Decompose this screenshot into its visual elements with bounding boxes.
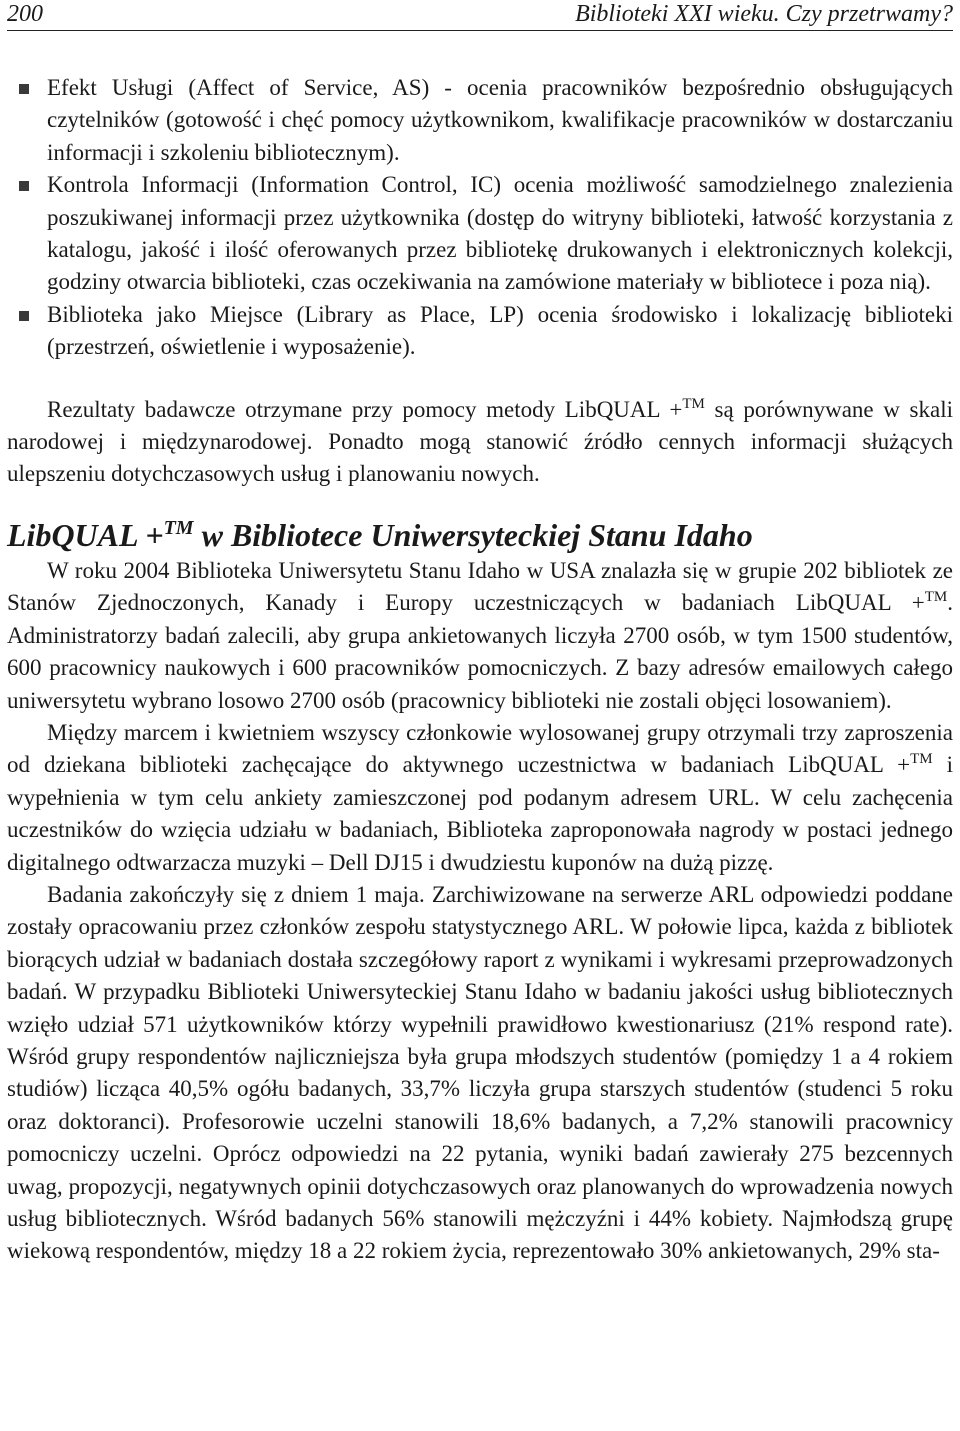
intro-paragraph: Rezultaty badawcze otrzymane przy pomocy metody LibQUAL +™ są porównywane w skali narodowej i międzynarodowej. Ponadto mogą stanowić źródło cennych informacji służących ulepszeniu dotychczasowych usług i planowaniu nowych. <box>7 395 953 487</box>
page-number: 200 <box>7 1 43 27</box>
square-bullet-icon <box>19 311 29 321</box>
bullet-item-affect-of-service <box>7 72 953 169</box>
paragraph-results: Badania zakończyły się z dniem 1 maja. Zarchiwizowane na serwerze ARL odpowiedzi poddane zostały opracowaniu przez członków zespołu statystycznego ARL. W połowie lipca, każda z bibliotek biorących udział w badaniach dostała szczegółowy raport z wynikami i wykresami przeprowadzonych badań. W przypadku Biblioteki Uniwersyteckiej Stanu Idaho w badaniu jakości usług bibliotecznych wzięło udział 571 użytkowników którzy wypełnili prawidłowo kwestionariusz (21% respond rate). Wśród grupy respondentów najliczniejsza była grupa młodszych studentów (pomiędzy 1 a 4 rokiem studiów) licząca 40,5% ogółu badanych, 33,7% liczyła grupa starszych studentów (studenci 5 roku oraz doktoranci). Profesorowie uczelni stanowili 18,6% badanych, a 7,2% stanowili pracownicy pomocniczy uczelni. Oprócz odpowiedzi na 22 pytania, wyniki badań zawierały 275 bezcennych uwag, propozycji, negatywnych opinii dotychczasowych oraz planowanych do wprowadzenia nowych usług bibliotecznych. Wśród badanych 56% stanowili mężczyźni i 44% kobiety. Najmłodszą grupę wiekową respondentów, między 18 a 22 rokiem życia, reprezentowało 30% ankietowanych, 29% sta- <box>7 881 953 1264</box>
square-bullet-icon <box>19 84 29 94</box>
trademark-mark: TM <box>682 395 705 412</box>
page-body <box>7 72 953 1268</box>
bullet-item-library-as-place <box>7 299 953 364</box>
paragraph-study-setup: W roku 2004 Biblioteka Uniwersytetu Stanu Idaho w USA znalazła się w grupie 202 bibliotek ze Stanów Zjednoczonych, Kanady i Europy uczestniczących w badaniach LibQUAL +™. Administratorzy badań zalecili, aby grupa ankietowanych liczyła 2700 osób, w tym 1500 studentów, 600 pracownicy naukowych i 600 pracowników pomocniczych. Z bazy adresów emailowych całego uniwersytetu wybrano losowo 2700 osób (pracownicy biblioteki nie zostali objęci losowaniem). <box>7 557 953 713</box>
square-bullet-icon <box>19 181 29 191</box>
paragraph-invitations: Między marcem i kwietniem wszyscy członkowie wylosowanej grupy otrzymali trzy zaproszenia od dziekana biblioteki zachęcające do aktywnego uczestnictwa w badaniach LibQUAL +™ i wypełnienia w tym celu ankiety zamieszczonej pod podanym adresem URL. W celu zachęcenia uczestników do wzięcia udziału w badaniach, Biblioteka zaproponowała nagrody w postaci jednego digitalnego odtwarzacza muzyki – Dell DJ15 i dwudziestu kuponów na dużą pizzę. <box>7 719 953 875</box>
section-heading: LibQUAL +™ w Bibliotece Uniwersyteckiej Stanu Idaho <box>7 516 753 553</box>
running-header <box>7 0 953 31</box>
bullet-text: Efekt Usługi (Affect of Service, AS) - ocenia pracowników bezpośrednio obsługujących czytelników (gotowość i chęć pomocy użytkownikom, kwalifikacje pracowników w dostarczaniu informacji i szkoleniu bibliotecznym). <box>47 75 953 165</box>
bullet-text: Kontrola Informacji (Information Control, IC) ocenia możliwość samodzielnego znalezienia poszukiwanej informacji przez użytkownika (dostęp do witryny biblioteki, łatwość korzystania z katalogu, jakość i ilość oferowanych przez bibliotekę drukowanych i elektronicznych kolekcji, godziny otwarcia biblioteki, czas oczekiwania na zamówione materiały w bibliotece i poza nią). <box>47 172 953 295</box>
bullet-item-information-control <box>7 169 953 299</box>
bullet-text: Biblioteka jako Miejsce (Library as Place, LP) ocenia środowisko i lokalizację biblioteki (przestrzeń, oświetlenie i wyposażenie). <box>47 301 953 360</box>
running-title: Biblioteki XXI wieku. Czy przetrwamy? <box>575 1 953 27</box>
trademark-mark: TM <box>924 589 948 606</box>
trademark-mark: TM <box>910 751 933 768</box>
trademark-mark: TM <box>163 516 194 539</box>
